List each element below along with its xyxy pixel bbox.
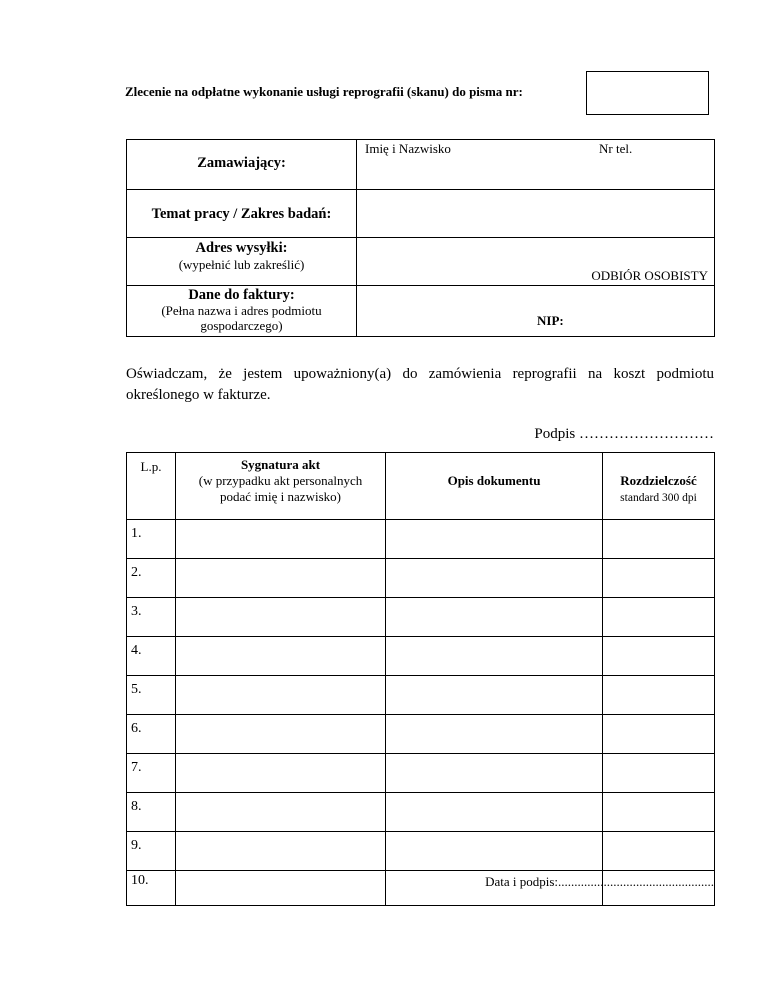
signature-cell[interactable] xyxy=(176,871,386,906)
resolution-cell[interactable] xyxy=(603,793,715,832)
items-table-header xyxy=(127,453,715,520)
invoice-sublabel-line2: gospodarczego) xyxy=(200,318,283,333)
row-number: 8. xyxy=(127,793,176,832)
nip-label: NIP: xyxy=(537,313,564,328)
row-number: 7. xyxy=(127,754,176,793)
header-description-text: Opis dokumentu xyxy=(447,473,541,488)
row-number: 4. xyxy=(127,637,176,676)
description-cell[interactable] xyxy=(386,637,603,676)
shipping-label-cell xyxy=(127,238,357,286)
header-signature-note-line1: (w przypadku akt personalnych xyxy=(198,473,363,488)
table-row xyxy=(127,832,715,871)
row-number: 1. xyxy=(127,520,176,559)
header-signature-title: Sygnatura akt xyxy=(240,457,321,472)
signature-line: Podpis ……………………… xyxy=(534,426,714,442)
date-and-signature: Data i podpis:................................................ xyxy=(485,874,714,889)
shipping-label: Adres wysyłki: xyxy=(195,240,288,256)
description-cell[interactable] xyxy=(386,715,603,754)
header-description xyxy=(386,453,603,520)
row-number: 6. xyxy=(127,715,176,754)
row-number: 5. xyxy=(127,676,176,715)
resolution-cell[interactable] xyxy=(603,832,715,871)
signature-cell[interactable] xyxy=(176,754,386,793)
resolution-cell[interactable] xyxy=(603,715,715,754)
signature-cell[interactable] xyxy=(176,832,386,871)
description-cell[interactable] xyxy=(386,520,603,559)
order-form-table xyxy=(126,139,715,337)
ordering-label-cell xyxy=(127,140,357,190)
invoice-label-cell xyxy=(127,286,357,337)
header-signature-note-line2: podać imię i nazwisko) xyxy=(220,489,341,504)
phone-label: Nr tel. xyxy=(599,141,633,156)
table-row xyxy=(127,715,715,754)
description-cell[interactable] xyxy=(386,832,603,871)
pickup-option[interactable]: ODBIÓR OSOBISTY xyxy=(591,268,708,283)
subject-field[interactable] xyxy=(357,190,715,238)
subject-label-cell xyxy=(127,190,357,238)
signature-cell[interactable] xyxy=(176,676,386,715)
table-row xyxy=(127,793,715,832)
table-row xyxy=(127,598,715,637)
resolution-cell[interactable] xyxy=(603,598,715,637)
resolution-cell[interactable] xyxy=(603,559,715,598)
row-number: 2. xyxy=(127,559,176,598)
table-row xyxy=(127,676,715,715)
name-label: Imię i Nazwisko xyxy=(365,141,451,156)
resolution-cell[interactable] xyxy=(603,637,715,676)
resolution-cell[interactable] xyxy=(603,520,715,559)
row-number: 9. xyxy=(127,832,176,871)
table-row xyxy=(127,559,715,598)
letter-number-field[interactable] xyxy=(586,71,709,115)
description-cell[interactable] xyxy=(386,754,603,793)
signature-cell[interactable] xyxy=(176,559,386,598)
description-cell[interactable] xyxy=(386,598,603,637)
header-lp-text: L.p. xyxy=(140,459,162,474)
shipping-sublabel: (wypełnić lub zakreślić) xyxy=(178,257,305,272)
signature-cell[interactable] xyxy=(176,793,386,832)
table-row xyxy=(127,637,715,676)
row-number: 3. xyxy=(127,598,176,637)
invoice-label: Dane do faktury: xyxy=(188,287,295,303)
signature-cell[interactable] xyxy=(176,520,386,559)
ordering-label: Zamawiający: xyxy=(197,155,286,171)
items-table xyxy=(126,452,715,906)
description-cell[interactable] xyxy=(386,559,603,598)
invoice-field[interactable] xyxy=(357,286,715,337)
row-number: 10. xyxy=(127,871,176,906)
authorization-statement: Oświadczam, że jestem upoważniony(a) do zamówienia reprografii na koszt podmiotu określonego w fakturze. xyxy=(126,366,714,403)
subject-label: Temat pracy / Zakres badań: xyxy=(151,206,332,222)
header-lp xyxy=(127,453,176,520)
invoice-sublabel-line1: (Pełna nazwa i adres podmiotu xyxy=(161,303,322,318)
document-title: Zlecenie na odpłatne wykonanie usługi reprografii (skanu) do pisma nr: xyxy=(125,84,523,99)
header-signature xyxy=(176,453,386,520)
resolution-cell[interactable] xyxy=(603,676,715,715)
signature-cell[interactable] xyxy=(176,715,386,754)
header-resolution-title: Rozdzielczość xyxy=(620,473,697,488)
table-row xyxy=(127,754,715,793)
table-row xyxy=(127,520,715,559)
ordering-field[interactable] xyxy=(357,140,715,190)
resolution-cell[interactable] xyxy=(603,754,715,793)
signature-cell[interactable] xyxy=(176,598,386,637)
signature-cell[interactable] xyxy=(176,637,386,676)
description-cell[interactable] xyxy=(386,676,603,715)
header-resolution-note: standard 300 dpi xyxy=(620,492,697,504)
header-resolution xyxy=(603,453,715,520)
description-cell[interactable] xyxy=(386,793,603,832)
shipping-field[interactable] xyxy=(357,238,715,286)
